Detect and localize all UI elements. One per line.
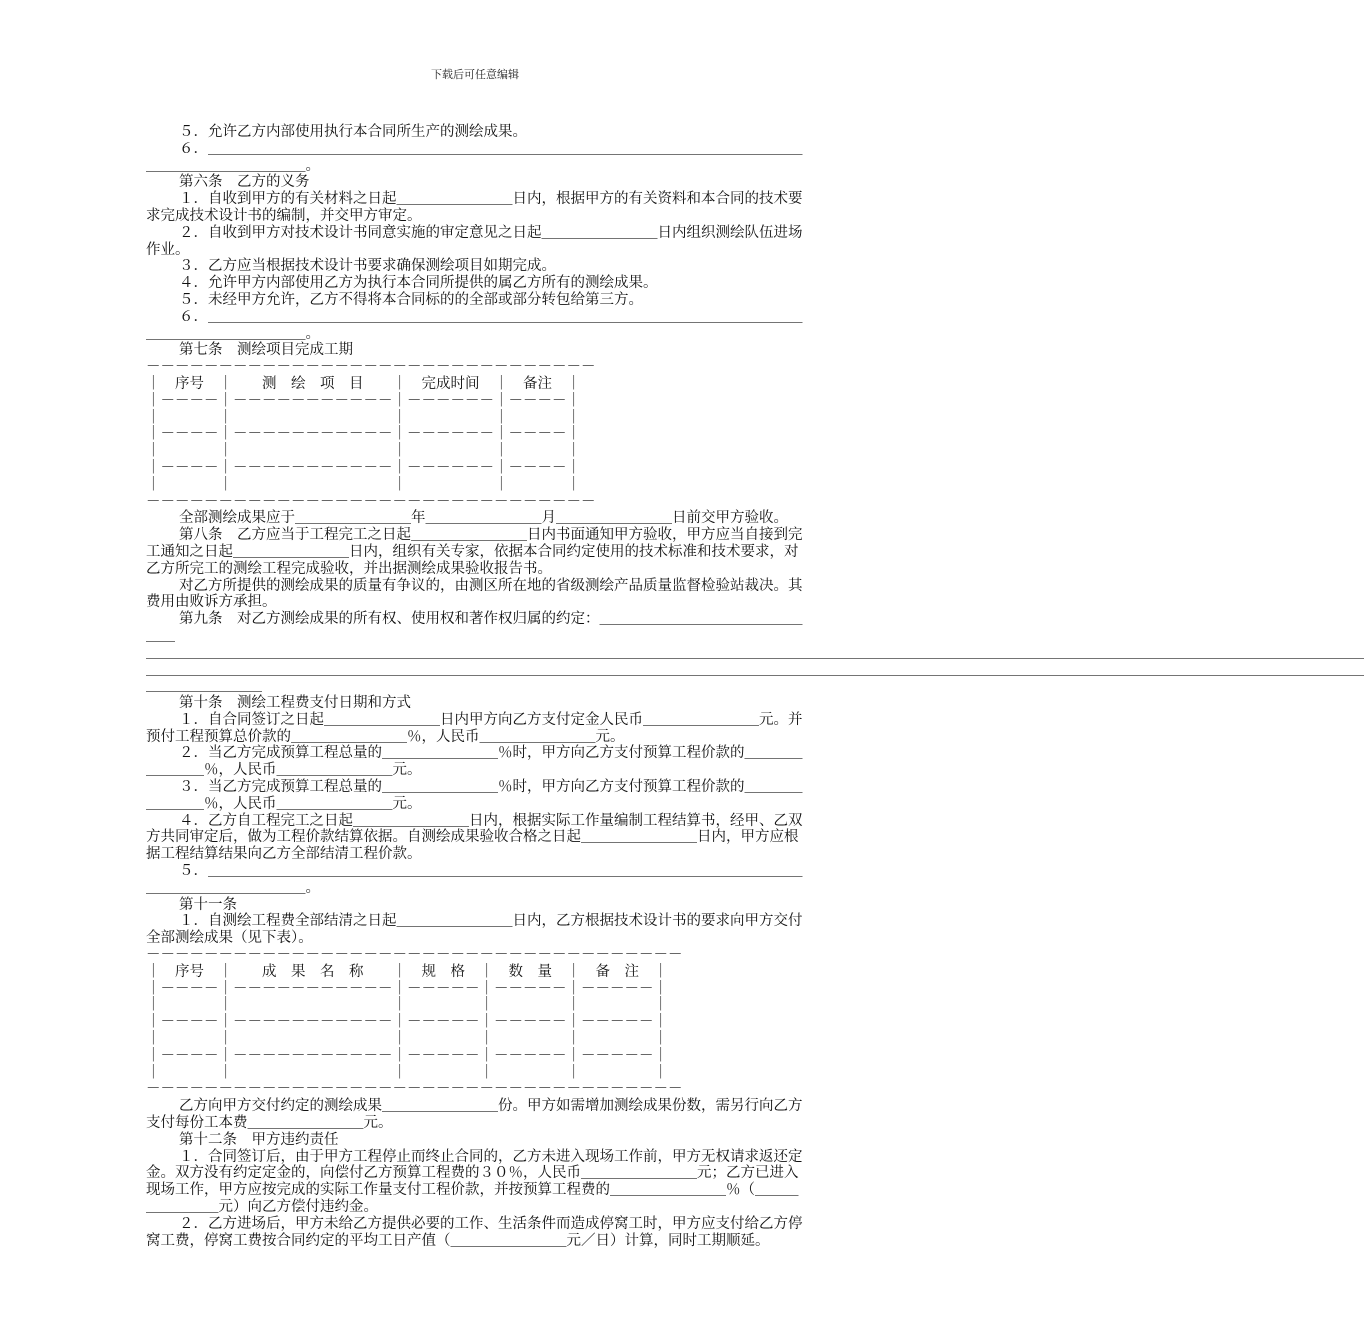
art7-deadline: 全部测绘成果应于＿＿＿＿＿＿＿＿年＿＿＿＿＿＿＿＿月＿＿＿＿＿＿＿＿日前交甲方验收。 — [179, 510, 788, 527]
art7-title: 第七条 测绘项目完成工期 — [179, 342, 353, 359]
art11-copies: 乙方向甲方交付约定的测绘成果＿＿＿＿＿＿＿＿份。甲方如需增加测绘成果份数，需另行向乙方支付每份工本费＿＿＿＿＿＿＿＿元。 — [146, 1098, 803, 1132]
art12-title: 第十二条 甲方违约责任 — [179, 1131, 339, 1148]
art6-item-2: ２．自收到甲方对技术设计书同意实施的审定意见之日起＿＿＿＿＿＿＿＿日内组织测绘队伍进场作业。 — [146, 224, 803, 258]
art6-item-6: ６．＿＿＿＿＿＿＿＿＿＿＿＿＿＿＿＿＿＿＿＿＿＿＿＿＿＿＿＿＿＿＿＿＿＿＿＿＿＿＿＿＿＿＿＿＿＿＿＿＿＿＿＿。 — [146, 308, 803, 342]
art10-item-2: ２．当乙方完成预算工程总量的＿＿＿＿＿＿＿＿％时，甲方向乙方支付预算工程价款的＿＿＿＿＿＿＿＿％，人民币＿＿＿＿＿＿＿＿元。 — [146, 745, 803, 779]
blank-line: ＿＿＿＿＿＿＿＿＿＿＿＿＿＿＿＿＿＿＿＿＿＿＿＿＿＿＿＿＿＿＿＿＿＿＿＿＿＿＿＿＿＿＿＿＿＿＿＿＿＿＿＿＿＿＿＿＿＿＿＿＿＿＿＿＿＿＿＿＿＿＿＿＿＿＿＿＿＿＿＿＿＿＿＿ — [146, 644, 1364, 661]
page-header: 下载后可任意编辑 — [431, 68, 519, 81]
blank-line: ＿＿＿＿＿＿＿＿＿＿＿＿＿＿＿＿＿＿＿＿＿＿＿＿＿＿＿＿＿＿＿＿＿＿＿＿＿＿＿＿＿＿＿＿＿＿＿＿＿＿＿＿＿＿＿＿＿＿＿＿＿＿＿＿＿＿＿＿＿＿＿＿＿＿＿＿＿＿＿＿＿＿＿＿ — [146, 661, 1364, 678]
contract-body — [146, 124, 1364, 1249]
art8-text: 第八条 乙方应当于工程完工之日起＿＿＿＿＿＿＿＿日内书面通知甲方验收，甲方应当自接到完工通知之日起＿＿＿＿＿＿＿＿日内，组织有关专家，依据本合同约定使用的技术标准和技术要求，对乙方所完工的测绘工程完成验收，并出据测绘成果验收报告书。 — [146, 527, 803, 577]
art5-item-6: ６．＿＿＿＿＿＿＿＿＿＿＿＿＿＿＿＿＿＿＿＿＿＿＿＿＿＿＿＿＿＿＿＿＿＿＿＿＿＿＿＿＿＿＿＿＿＿＿＿＿＿＿＿。 — [146, 140, 803, 174]
art11-title: 第十一条 — [179, 896, 237, 913]
art8-dispute: 对乙方所提供的测绘成果的质量有争议的，由测区所在地的省级测绘产品质量监督检验站裁决。其费用由败诉方承担。 — [146, 577, 803, 611]
blank-line: ＿＿＿＿＿＿＿＿ — [146, 678, 262, 695]
art11-item-1: １．自测绘工程费全部结清之日起＿＿＿＿＿＿＿＿日内，乙方根据技术设计书的要求向甲方交付全部测绘成果（见下表）。 — [146, 913, 803, 947]
art6-item-3: ３．乙方应当根据技术设计书要求确保测绘项目如期完成。 — [179, 258, 556, 275]
art10-item-3: ３．当乙方完成预算工程总量的＿＿＿＿＿＿＿＿％时，甲方向乙方支付预算工程价款的＿＿＿＿＿＿＿＿％，人民币＿＿＿＿＿＿＿＿元。 — [146, 779, 803, 812]
art12-item-2: ２．乙方进场后，甲方未给乙方提供必要的工作、生活条件而造成停窝工时，甲方应支付给乙方停窝工费，停窝工费按合同约定的平均工日产值（＿＿＿＿＿＿＿＿元／日）计算，同时工期顺延。 — [146, 1215, 803, 1249]
art9-text: 第九条 对乙方测绘成果的所有权、使用权和著作权归属的约定：＿＿＿＿＿＿＿＿＿＿＿＿＿＿＿＿ — [146, 611, 803, 644]
art10-item-1: １．自合同签订之日起＿＿＿＿＿＿＿＿日内甲方向乙方支付定金人民币＿＿＿＿＿＿＿＿元。并预付工程预算总价款的＿＿＿＿＿＿＿＿％，人民币＿＿＿＿＿＿＿＿元。 — [146, 711, 803, 745]
art5-item-5: ５．允许乙方内部使用执行本合同所生产的测绘成果。 — [179, 124, 527, 140]
art6-item-1: １．自收到甲方的有关材料之日起＿＿＿＿＿＿＿＿日内，根据甲方的有关资料和本合同的技术要求完成技术设计书的编制，并交甲方审定。 — [146, 191, 803, 224]
art10-item-4: ４．乙方自工程完工之日起＿＿＿＿＿＿＿＿日内，根据实际工作量编制工程结算书，经甲、乙双方共同审定后，做为工程价款结算依据。自测绘成果验收合格之日起＿＿＿＿＿＿＿＿日内，甲方应根据工程结算结果向乙方全部结清工程价款。 — [146, 812, 803, 863]
art6-item-4: ４．允许甲方内部使用乙方为执行本合同所提供的属乙方所有的测绘成果。 — [179, 275, 658, 292]
art10-title: 第十条 测绘工程费支付日期和方式 — [179, 695, 411, 712]
deliverables-table: －－－－－－－－－－－－－－－－－－－－－－－－－－－－－－－－－－－－－ ｜ 序号 ｜ 成 果 名 称 ｜ 规 格 ｜ 数 量 ｜ 备 注 ｜ ｜－－－－｜－－－－－－－－－－－｜－－－－－｜－－－－－｜－－－－－｜ ｜ ｜ ｜ ｜ ｜ ｜ ｜－－－－｜－－－－－－－－－－－｜－－－－－｜－－－－－｜－－－－－｜ ｜ ｜ ｜ ｜ ｜ ｜ ｜－－－－｜－－－－－－－－－－－｜－－－－－｜－－－－－｜－－－－－｜ ｜ ｜ ｜ ｜ ｜ ｜ －－－－－－－－－－－－－－－－－－－－－－－－－－－－－－－－－－－－－ — [146, 947, 683, 1098]
schedule-table: －－－－－－－－－－－－－－－－－－－－－－－－－－－－－－－ ｜ 序号 ｜ 测 绘 项 目 ｜ 完成时间 ｜ 备注 ｜ ｜－－－－｜－－－－－－－－－－－｜－－－－－－｜－－－－｜ ｜ ｜ ｜ ｜ ｜ ｜－－－－｜－－－－－－－－－－－｜－－－－－－｜－－－－｜ ｜ ｜ ｜ ｜ ｜ ｜－－－－｜－－－－－－－－－－－｜－－－－－－｜－－－－｜ ｜ ｜ ｜ ｜ ｜ －－－－－－－－－－－－－－－－－－－－－－－－－－－－－－－ — [146, 359, 596, 510]
art6-item-5: ５．未经甲方允许，乙方不得将本合同标的的全部或部分转包给第三方。 — [179, 291, 643, 308]
art6-title: 第六条 乙方的义务 — [179, 174, 310, 191]
art10-item-5: ５．＿＿＿＿＿＿＿＿＿＿＿＿＿＿＿＿＿＿＿＿＿＿＿＿＿＿＿＿＿＿＿＿＿＿＿＿＿＿＿＿＿＿＿＿＿＿＿＿＿＿＿＿。 — [146, 863, 803, 896]
art12-item-1: １．合同签订后，由于甲方工程停止而终止合同的，乙方未进入现场工作前，甲方无权请求返还定金。双方没有约定定金的，向偿付乙方预算工程费的３０％，人民币＿＿＿＿＿＿＿＿元；乙方已进入现场工作，甲方应按完成的实际工作量支付工程价款，并按预算工程费的＿＿＿＿＿＿＿＿％（＿＿＿＿＿＿＿＿元）向乙方偿付违约金。 — [146, 1148, 803, 1215]
